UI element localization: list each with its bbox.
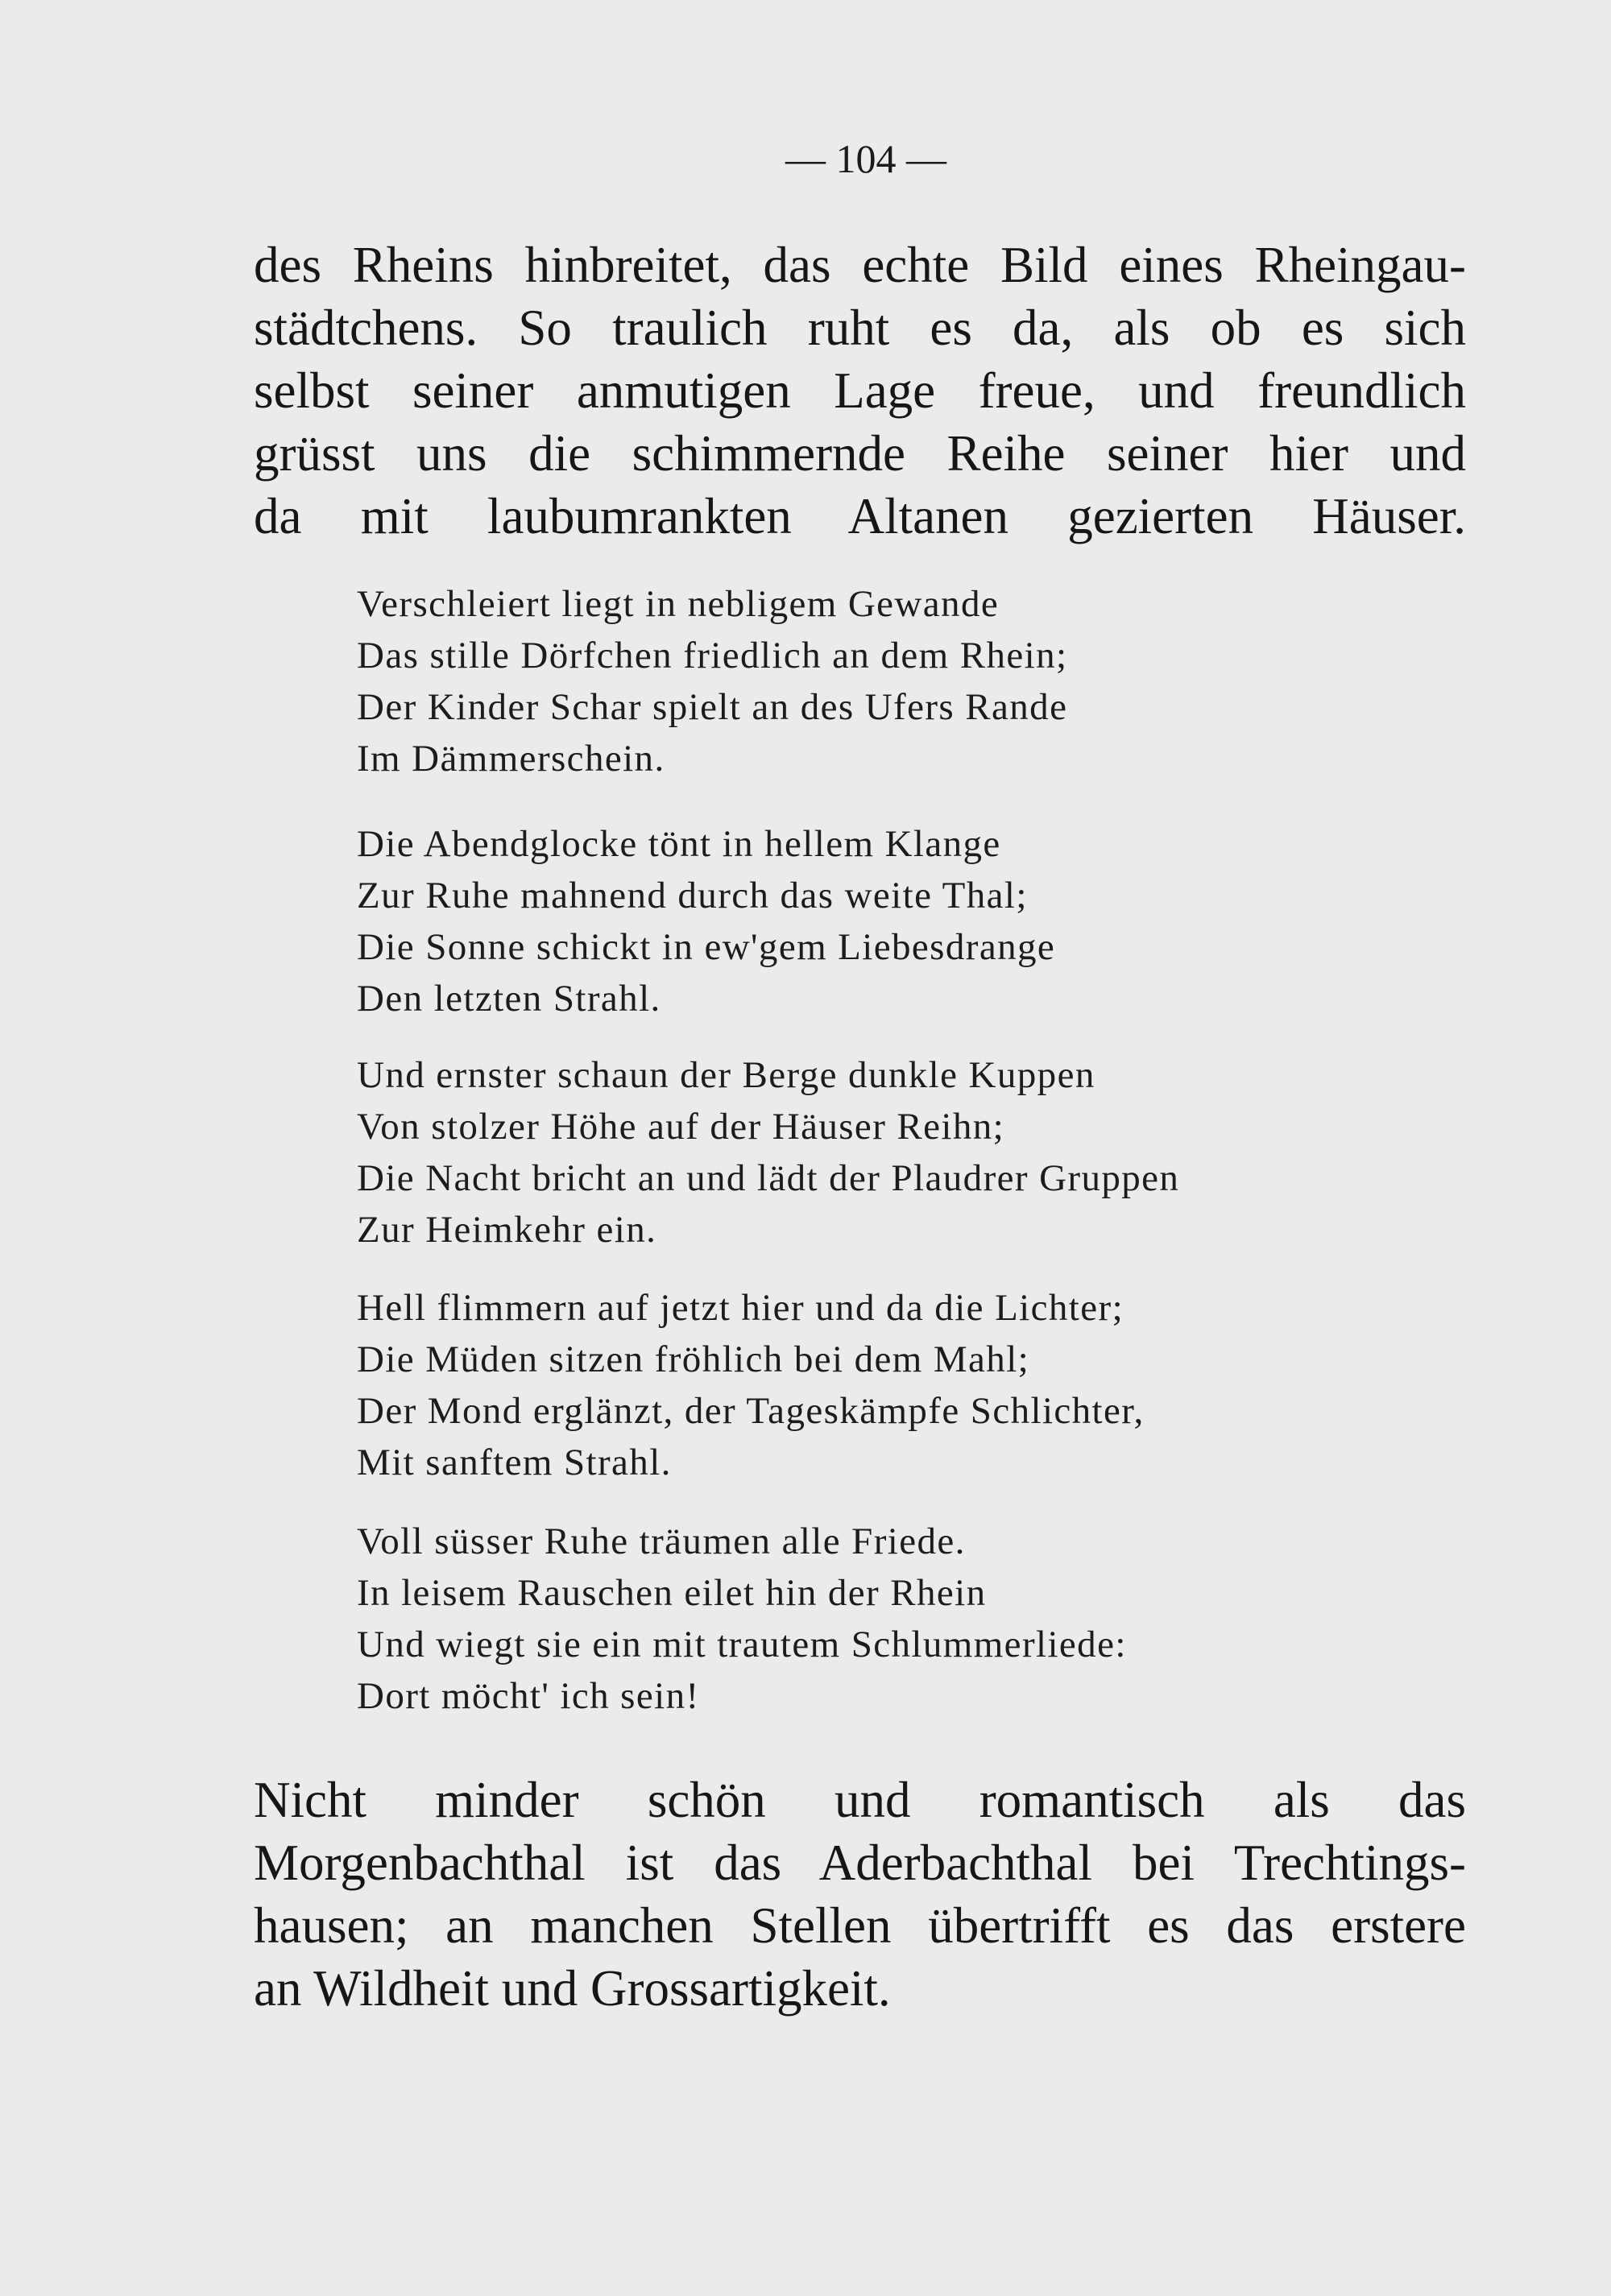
poem-line: Die Sonne schickt in ew'gem Liebesdrange — [357, 926, 1056, 968]
prose-line: da mit laubumrankten Altanen gezierten Häuser. — [254, 488, 1466, 544]
poem-line: Der Mond erglänzt, der Tageskämpfe Schlichter, — [357, 1390, 1145, 1432]
poem-line: Verschleiert liegt in nebligem Gewande — [357, 583, 1000, 625]
poem-line: Die Nacht bricht an und lädt der Plaudrer Gruppen — [357, 1157, 1180, 1199]
page-number: — 104 — — [785, 136, 946, 181]
poem-line: Die Abendglocke tönt in hellem Klange — [357, 823, 1001, 865]
poem-stanza — [357, 578, 1067, 784]
poem-line: Zur Ruhe mahnend durch das weite Thal; — [357, 875, 1028, 916]
prose-line: hausen; an manchen Stellen übertrifft es das erstere — [254, 1897, 1466, 1954]
poem-line: Und ernster schaun der Berge dunkle Kuppen — [357, 1054, 1095, 1096]
prose-line: Nicht minder schön und romantisch als das — [254, 1772, 1466, 1828]
poem-stanza — [357, 818, 1055, 1024]
prose-paragraph-bottom — [254, 1769, 1466, 2020]
prose-line: an Wildheit und Grossartigkeit. — [254, 1960, 891, 2017]
poem-line: Und wiegt sie ein mit trautem Schlummerliede: — [357, 1624, 1127, 1665]
poem-line: Die Müden sitzen fröhlich bei dem Mahl; — [357, 1338, 1030, 1380]
prose-paragraph-top — [254, 234, 1466, 548]
poem-line: Von stolzer Höhe auf der Häuser Reihn; — [357, 1106, 1005, 1148]
poem-line: Voll süsser Ruhe träumen alle Friede. — [357, 1520, 966, 1562]
poem-line: Zur Heimkehr ein. — [357, 1209, 657, 1251]
poem-line: Der Kinder Schar spielt an des Ufers Rande — [357, 686, 1068, 728]
prose-line: des Rheins hinbreitet, das echte Bild eines Rheingau- — [254, 237, 1466, 293]
prose-line: Morgenbachthal ist das Aderbachthal bei Trechtings- — [254, 1835, 1466, 1891]
poem-stanza — [357, 1049, 1179, 1256]
poem-line: Das stille Dörfchen friedlich an dem Rhein; — [357, 635, 1068, 676]
poem-line: Dort möcht' ich sein! — [357, 1675, 700, 1717]
poem-line: Mit sanftem Strahl. — [357, 1442, 672, 1483]
poem-line: Den letzten Strahl. — [357, 978, 661, 1020]
poem-line: In leisem Rauschen eilet hin der Rhein — [357, 1572, 987, 1614]
poem-line: Hell flimmern auf jetzt hier und da die Lichter; — [357, 1287, 1124, 1329]
poem-stanza — [357, 1282, 1145, 1488]
poem-line: Im Dämmerschein. — [357, 738, 665, 780]
prose-line: selbst seiner anmutigen Lage freue, und freundlich — [254, 362, 1466, 419]
prose-line: grüsst uns die schimmernde Reihe seiner hier und — [254, 425, 1466, 482]
poem-stanza — [357, 1516, 1127, 1722]
prose-line: städtchens. So traulich ruht es da, als ob es sich — [254, 300, 1466, 356]
